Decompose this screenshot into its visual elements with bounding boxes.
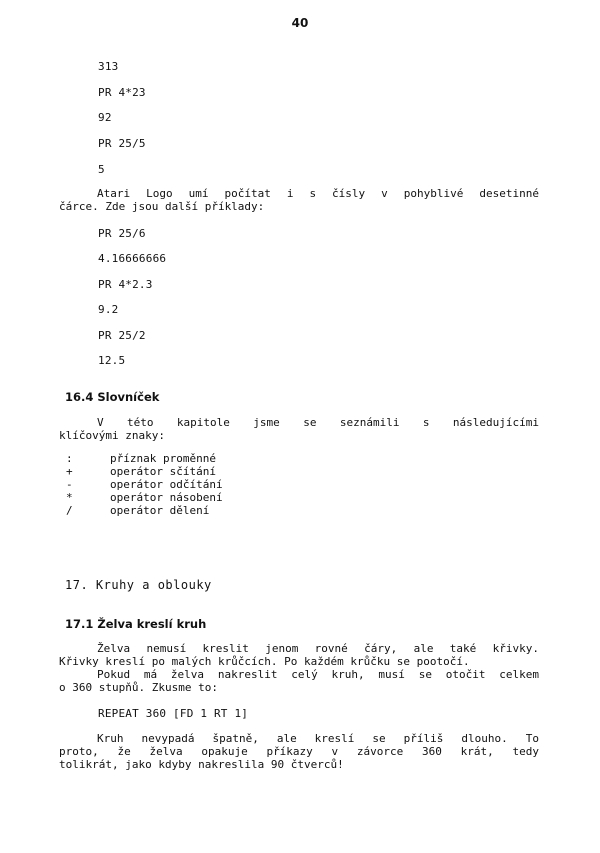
paragraph-line: klíčovými znaky: (59, 429, 165, 442)
paragraph-line: čárce. Zde jsou další příklady: (59, 200, 265, 213)
section-heading: 16.4 Slovníček (65, 390, 160, 404)
paragraph-line: Křivky kreslí po malých krůčcích. Po každém krůčku se pootočí. (59, 655, 470, 668)
chapter-title: 17. Kruhy a oblouky (65, 578, 212, 592)
paragraph-line: proto, že želva opakuje příkazy v závorce 360 krát, tedy (59, 745, 539, 758)
code-line: REPEAT 360 [FD 1 RT 1] (98, 707, 249, 720)
example-line: 12.5 (98, 354, 126, 367)
paragraph-vocab-intro (59, 416, 539, 442)
vocab-symbol: / (66, 504, 73, 517)
paragraph-line: Pokud má želva nakreslit celý kruh, musí se otočit celkem (97, 668, 539, 681)
list-item (66, 465, 223, 478)
vocab-symbol: + (66, 465, 73, 478)
vocab-text: příznak proměnné (110, 452, 216, 465)
list-item (66, 491, 223, 504)
example-line: PR 25/6 (98, 227, 146, 240)
vocab-symbol: - (66, 478, 73, 491)
paragraph-line: Atari Logo umí počítat i s čísly v pohyblivé desetinné (97, 187, 539, 200)
paragraph-line: tolikrát, jako kdyby nakreslila 90 čtverců! (59, 758, 344, 771)
paragraph-decimal (59, 187, 539, 213)
vocab-text: operátor odčítání (110, 478, 223, 491)
example-line: 92 (98, 111, 112, 124)
vocab-symbol: * (66, 491, 73, 504)
vocabulary-list (66, 452, 223, 517)
paragraph-circle-1 (59, 642, 539, 694)
example-line: PR 4*2.3 (98, 278, 153, 291)
example-line: PR 25/2 (98, 329, 146, 342)
paragraph-line: o 360 stupňů. Zkusme to: (59, 681, 218, 694)
list-item (66, 452, 223, 465)
vocab-text: operátor sčítání (110, 465, 216, 478)
page-number: 40 (291, 16, 309, 30)
paragraph-line: V této kapitole jsme se seznámili s následujícími (97, 416, 539, 429)
example-line: 313 (98, 60, 119, 73)
paragraph-line: Kruh nevypadá špatně, ale kreslí se příliš dlouho. To (97, 732, 539, 745)
example-line: 5 (98, 163, 105, 176)
list-item (66, 478, 223, 491)
paragraph-line: Želva nemusí kreslit jenom rovné čáry, ale také křivky. (97, 642, 539, 655)
list-item (66, 504, 223, 517)
vocab-text: operátor násobení (110, 491, 223, 504)
example-line: PR 25/5 (98, 137, 146, 150)
vocab-symbol: : (66, 452, 73, 465)
example-line: 4.16666666 (98, 252, 167, 265)
paragraph-circle-2 (59, 732, 539, 771)
section-heading: 17.1 Želva kreslí kruh (65, 617, 207, 631)
example-line: 9.2 (98, 303, 119, 316)
vocab-text: operátor dělení (110, 504, 210, 517)
example-line: PR 4*23 (98, 86, 146, 99)
